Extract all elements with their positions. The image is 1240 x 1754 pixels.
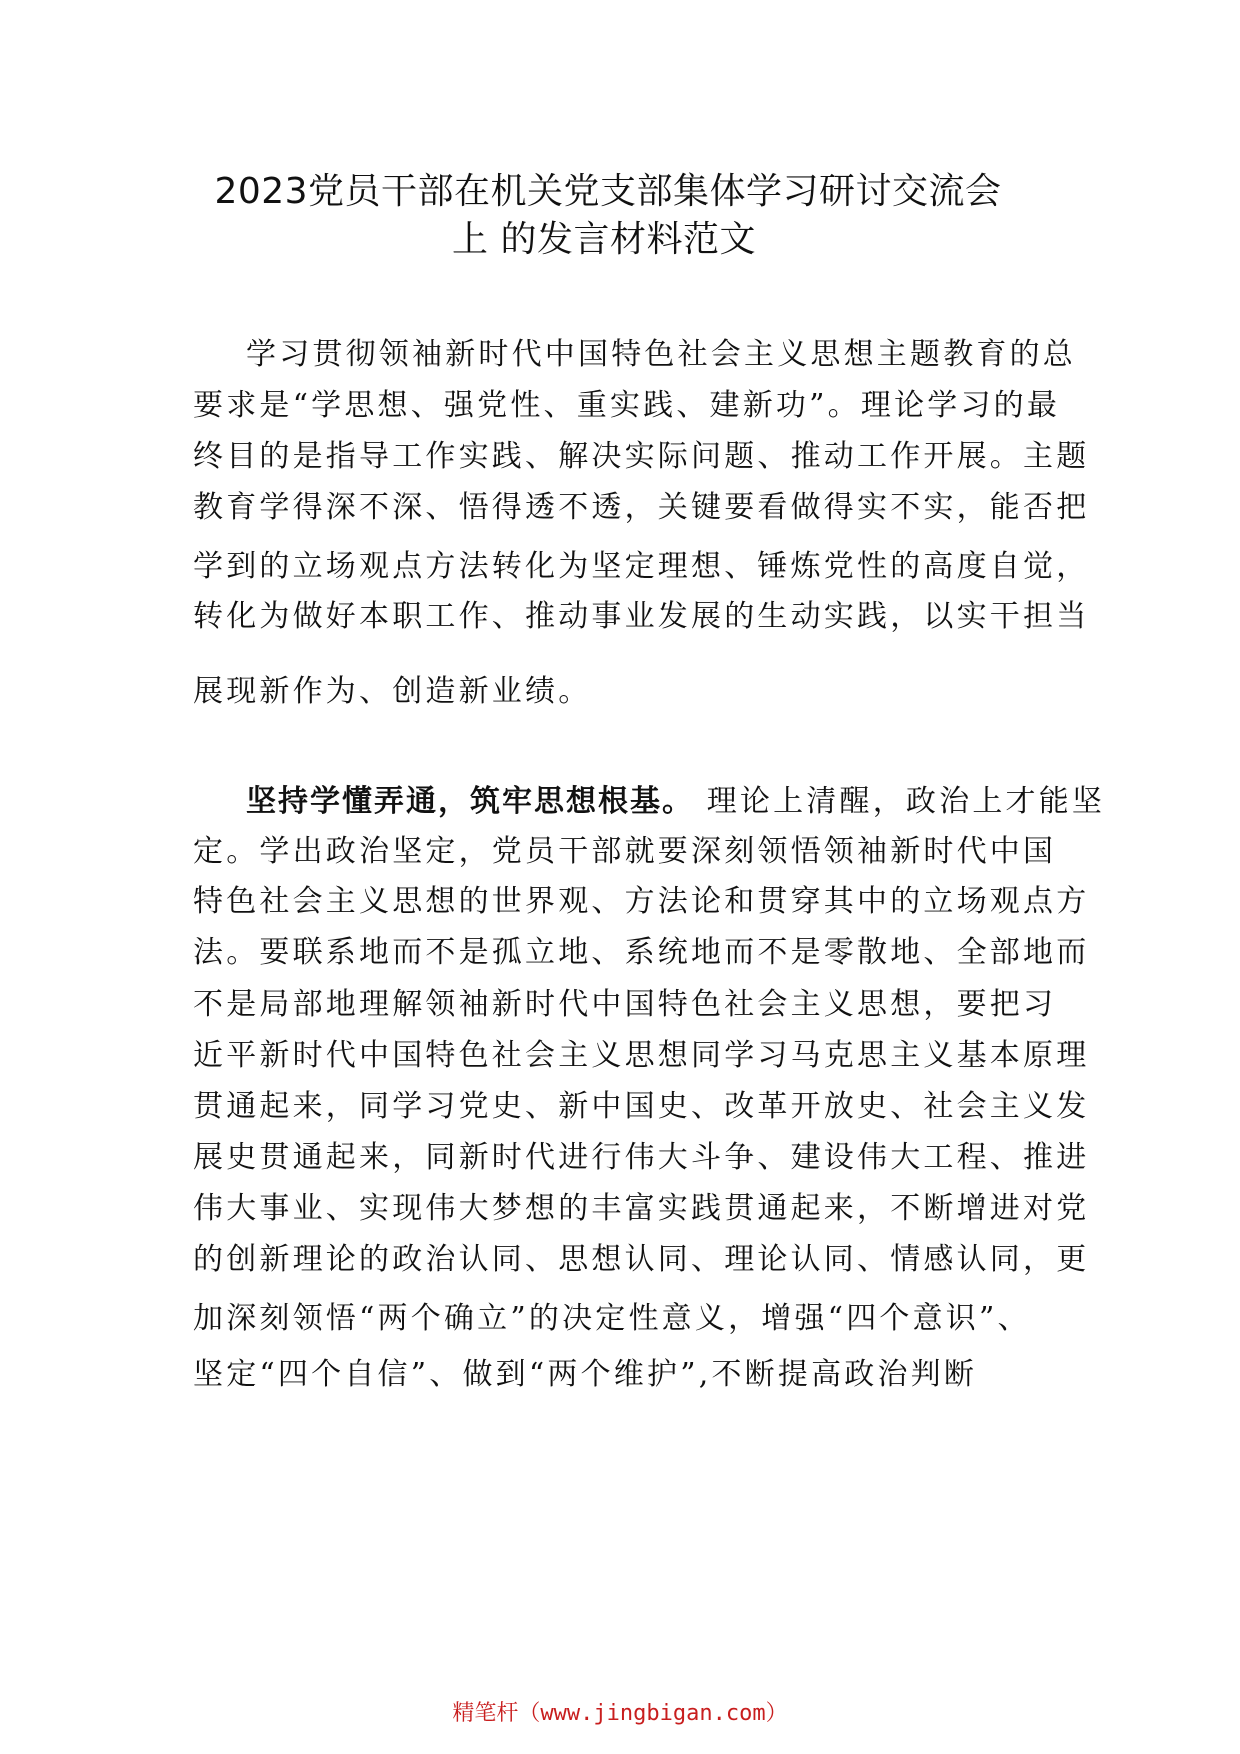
paragraph-2-line-9: 伟大事业、实现伟大梦想的丰富实践贯通起来，不断增进对党 <box>193 1191 1090 1226</box>
paragraph-2-line-7: 贯通起来，同学习党史、新中国史、改革开放史、社会主义发 <box>193 1089 1090 1124</box>
paragraph-1-line-3: 终目的是指导工作实践、解决实际问题、推动工作开展。主题 <box>193 439 1090 474</box>
paragraph-2-line-3: 特色社会主义思想的世界观、方法论和贯穿其中的立场观点方 <box>193 884 1090 919</box>
paragraph-2-line-1 <box>246 784 1105 820</box>
paragraph-2-line-10: 的创新理论的政治认同、思想认同、理论认同、情感认同，更 <box>193 1242 1090 1277</box>
paragraph-2-line-2: 定。学出政治坚定，党员干部就要深刻领悟领袖新时代中国 <box>193 834 1057 869</box>
paragraph-2-line-11: 加深刻领悟“两个确立”的决定性意义，增强“四个意识”、 <box>193 1301 1031 1336</box>
document-title-line-1: 2023党员干部在机关党支部集体学习研讨交流会 <box>214 171 1002 212</box>
paragraph-2-line-5: 不是局部地理解领袖新时代中国特色社会主义思想，要把习 <box>193 987 1057 1022</box>
paragraph-2-first-line-rest: 理论上清醒，政治上才能坚 <box>694 784 1106 819</box>
paragraph-1-line-5: 学到的立场观点方法转化为坚定理想、锤炼党性的高度自觉， <box>193 549 1090 584</box>
paragraph-2-line-4: 法。要联系地而不是孤立地、系统地而不是零散地、全部地而 <box>193 935 1090 970</box>
paragraph-2-line-12: 坚定“四个自信”、做到“两个维护”,不断提高政治判断 <box>193 1357 978 1392</box>
footer-brand: 精笔杆 <box>452 1701 519 1726</box>
paragraph-2-heading: 坚持学懂弄通，筑牢思想根基。 <box>246 784 694 819</box>
document-title-line-2: 上 的发言材料范文 <box>452 219 756 260</box>
paragraph-2-line-8: 展史贯通起来，同新时代进行伟大斗争、建设伟大工程、推进 <box>193 1140 1090 1175</box>
paragraph-1-line-2: 要求是“学思想、强党性、重实践、建新功”。理论学习的最 <box>193 388 1061 423</box>
paragraph-2-line-6: 近平新时代中国特色社会主义思想同学习马克思主义基本原理 <box>193 1038 1090 1073</box>
paragraph-1-line-7: 展现新作为、创造新业绩。 <box>193 674 592 709</box>
paragraph-1-line-4: 教育学得深不深、悟得透不透，关键要看做得实不实，能否把 <box>193 490 1090 525</box>
footer-site-link[interactable]: （www.jingbigan.com） <box>518 1701 788 1726</box>
paragraph-1-line-6: 转化为做好本职工作、推动事业发展的生动实践，以实干担当 <box>193 599 1090 634</box>
footer-watermark <box>0 1700 1240 1728</box>
paragraph-1-line-1: 学习贯彻领袖新时代中国特色社会主义思想主题教育的总 <box>246 337 1076 372</box>
